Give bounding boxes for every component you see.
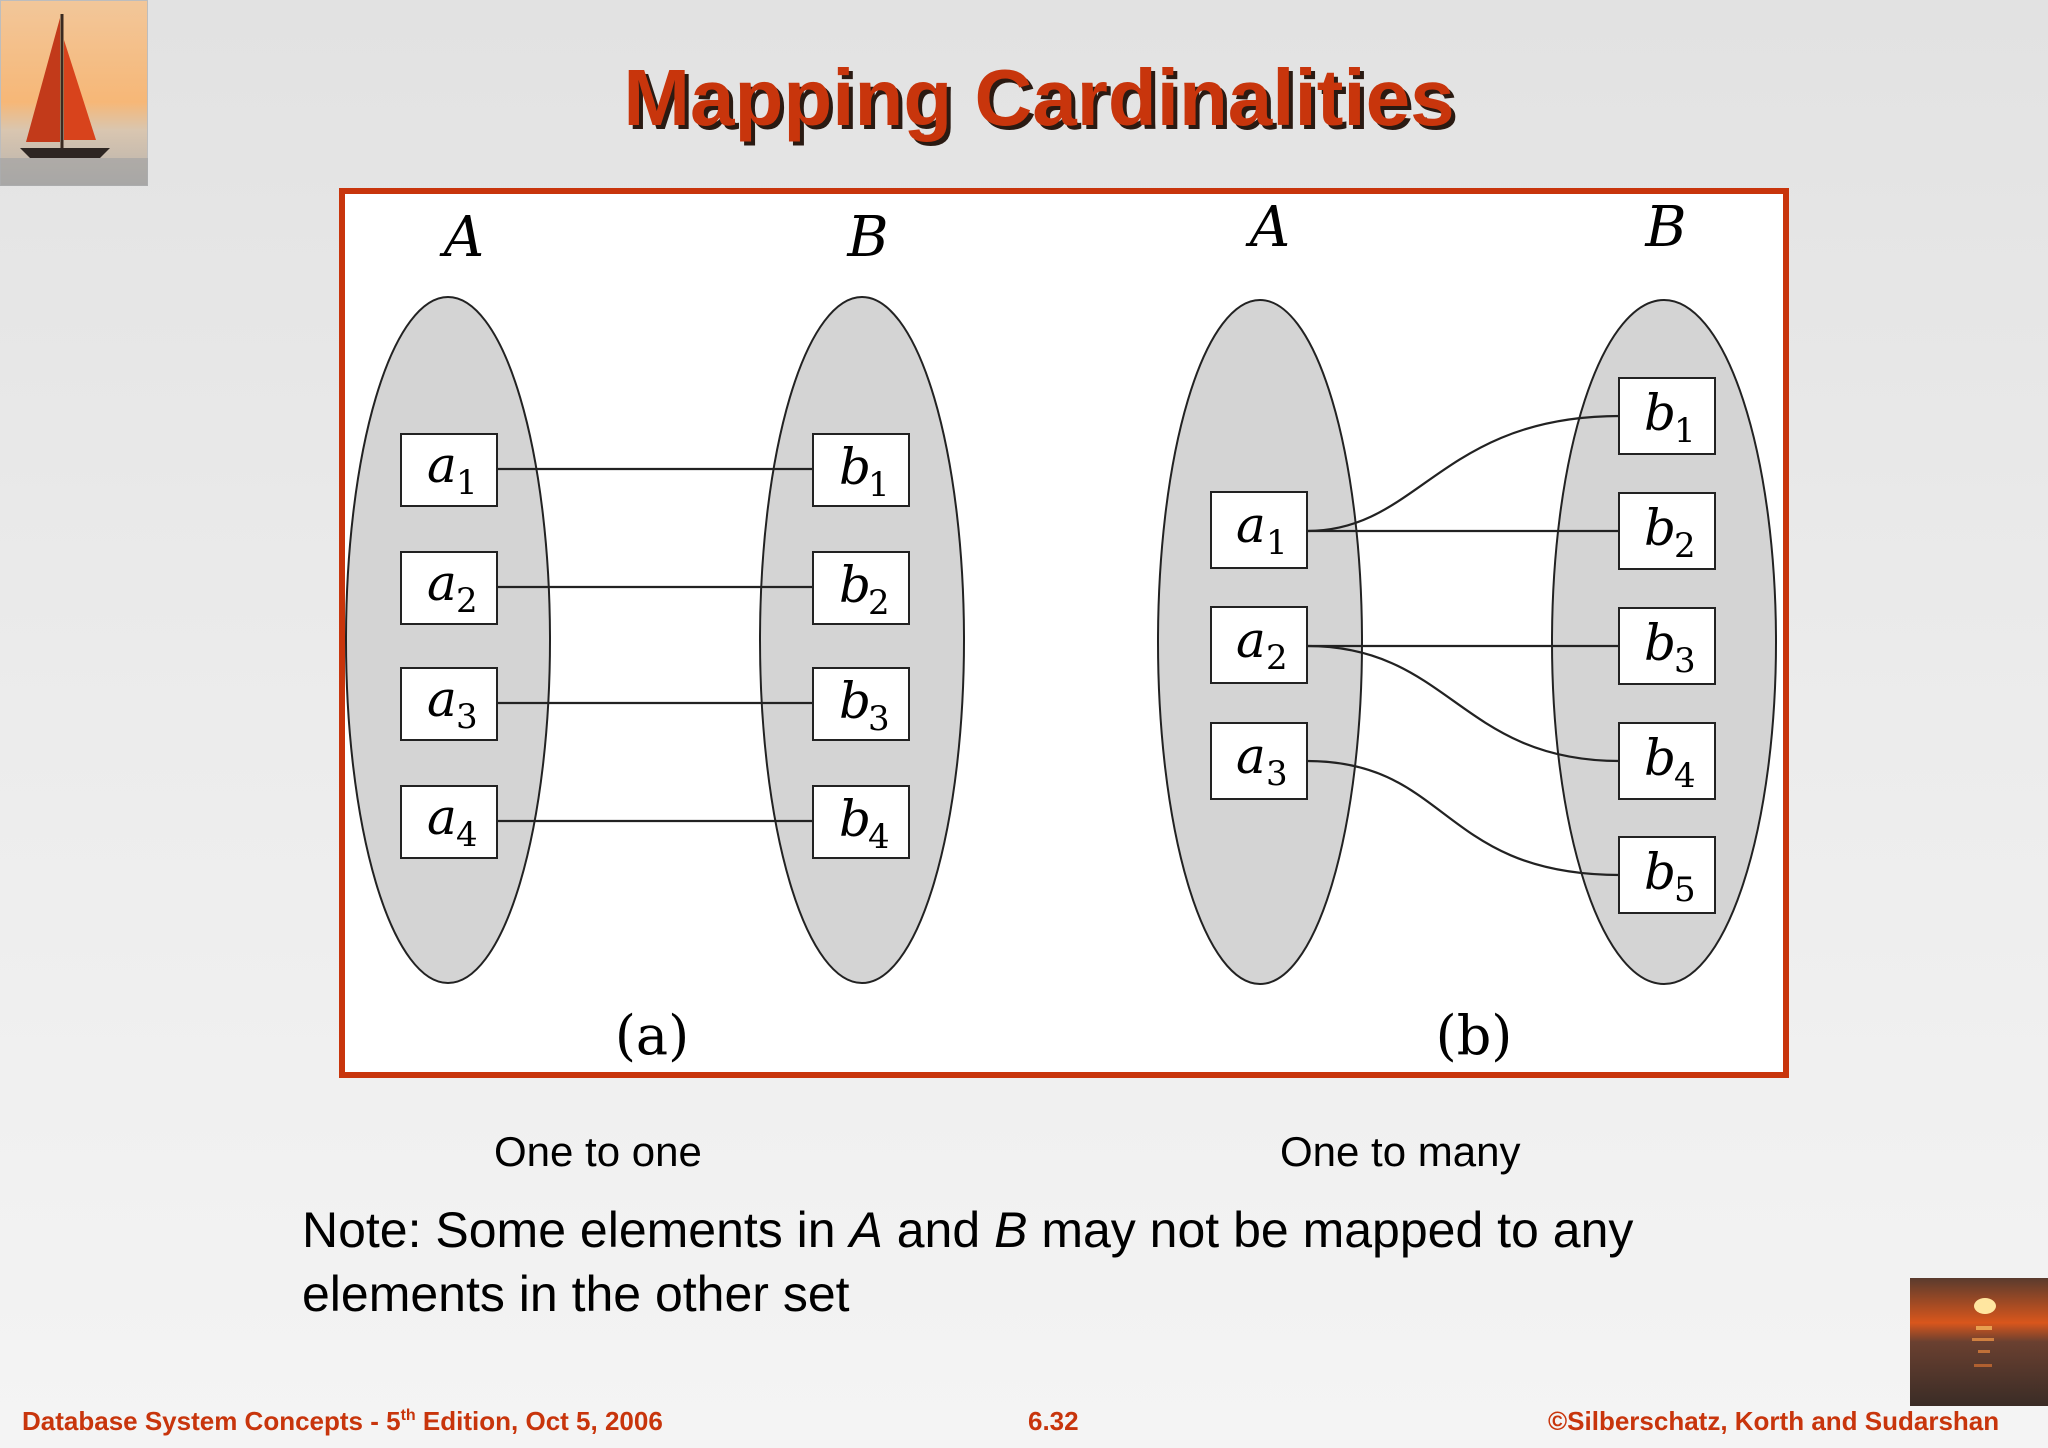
element-letter: a [1236,727,1266,785]
element-subscript: 1 [1266,523,1288,563]
page-title: Mapping Cardinalities [623,53,1455,142]
panel-b-element-a1 [1211,492,1307,568]
note-text [302,1198,1802,1326]
element-letter: a [1236,611,1266,669]
element-letter: a [1236,496,1266,554]
panel-b-set-a-label: A [1249,195,1291,260]
element-subscript: 1 [456,463,478,503]
element-letter: b [839,790,872,848]
panel-a-element-a1 [401,434,497,506]
note-set-b: B [994,1202,1028,1258]
caption-one-to-many: One to many [1280,1128,1521,1175]
panel-a-set-a-ellipse [346,297,550,983]
element-subscript: 4 [1674,756,1696,796]
element-subscript: 3 [456,697,478,737]
panel-b-set-b-label: B [1645,195,1687,260]
footer-copyright: ©Silberschatz, Korth and Sudarshan [1548,1406,2000,1436]
element-subscript: 2 [1266,638,1288,678]
panel-a-label: (a) [614,1004,690,1067]
element-letter: a [427,670,457,728]
element-subscript: 3 [868,699,890,739]
element-subscript: 2 [868,583,890,623]
element-subscript: 2 [456,581,478,621]
footer-page-number: 6.32 [1028,1406,1079,1436]
panel-a-element-b4 [813,786,909,858]
element-letter: b [1644,843,1677,901]
footer-book-title-prefix: Database System Concepts - 5 [22,1406,401,1436]
panel-a-set-b-ellipse [760,297,964,983]
panel-a-element-a3 [401,668,497,740]
element-letter: a [427,788,457,846]
footer-book-title [22,1406,663,1437]
panel-b-element-b4 [1619,723,1715,799]
note-set-a: A [849,1202,883,1258]
note-prefix: Note: Some elements in [302,1202,850,1258]
element-letter: b [1644,729,1677,787]
panel-a-set-b-label: B [847,205,889,270]
note-middle: and [882,1202,995,1258]
panel-a-element-a2 [401,552,497,624]
element-subscript: 5 [1674,870,1696,910]
panel-a-element-a4 [401,786,497,858]
element-subscript: 2 [1674,526,1696,566]
caption-one-to-one: One to one [494,1128,702,1175]
panel-b-element-b1 [1619,378,1715,454]
element-letter: b [839,556,872,614]
element-letter: a [427,554,457,612]
panel-a-element-b3 [813,668,909,740]
panel-a-element-b1 [813,434,909,506]
element-subscript: 1 [1674,411,1696,451]
sunset-logo [1910,1278,2048,1406]
element-subscript: 3 [1674,641,1696,681]
panel-b-label: (b) [1435,1004,1513,1067]
panel-b-element-b5 [1619,837,1715,913]
note-suffix: may not be mapped to any elements in the other set [302,1202,1634,1322]
element-letter: a [427,436,457,494]
element-subscript: 1 [868,465,890,505]
element-subscript: 4 [868,817,890,857]
panel-b-element-a2 [1211,607,1307,683]
footer-book-title-sup: th [400,1407,416,1424]
element-letter: b [839,672,872,730]
element-subscript: 4 [456,815,478,855]
element-letter: b [839,438,872,496]
panel-a-element-b2 [813,552,909,624]
panel-b-element-b3 [1619,608,1715,684]
panel-a-set-a-label: A [443,205,485,270]
panel-b-element-a3 [1211,723,1307,799]
element-letter: b [1644,384,1677,442]
element-subscript: 3 [1266,754,1288,794]
footer-book-title-suffix: Edition, Oct 5, 2006 [415,1406,663,1436]
element-letter: b [1644,499,1677,557]
element-letter: b [1644,614,1677,672]
panel-b-element-b2 [1619,493,1715,569]
